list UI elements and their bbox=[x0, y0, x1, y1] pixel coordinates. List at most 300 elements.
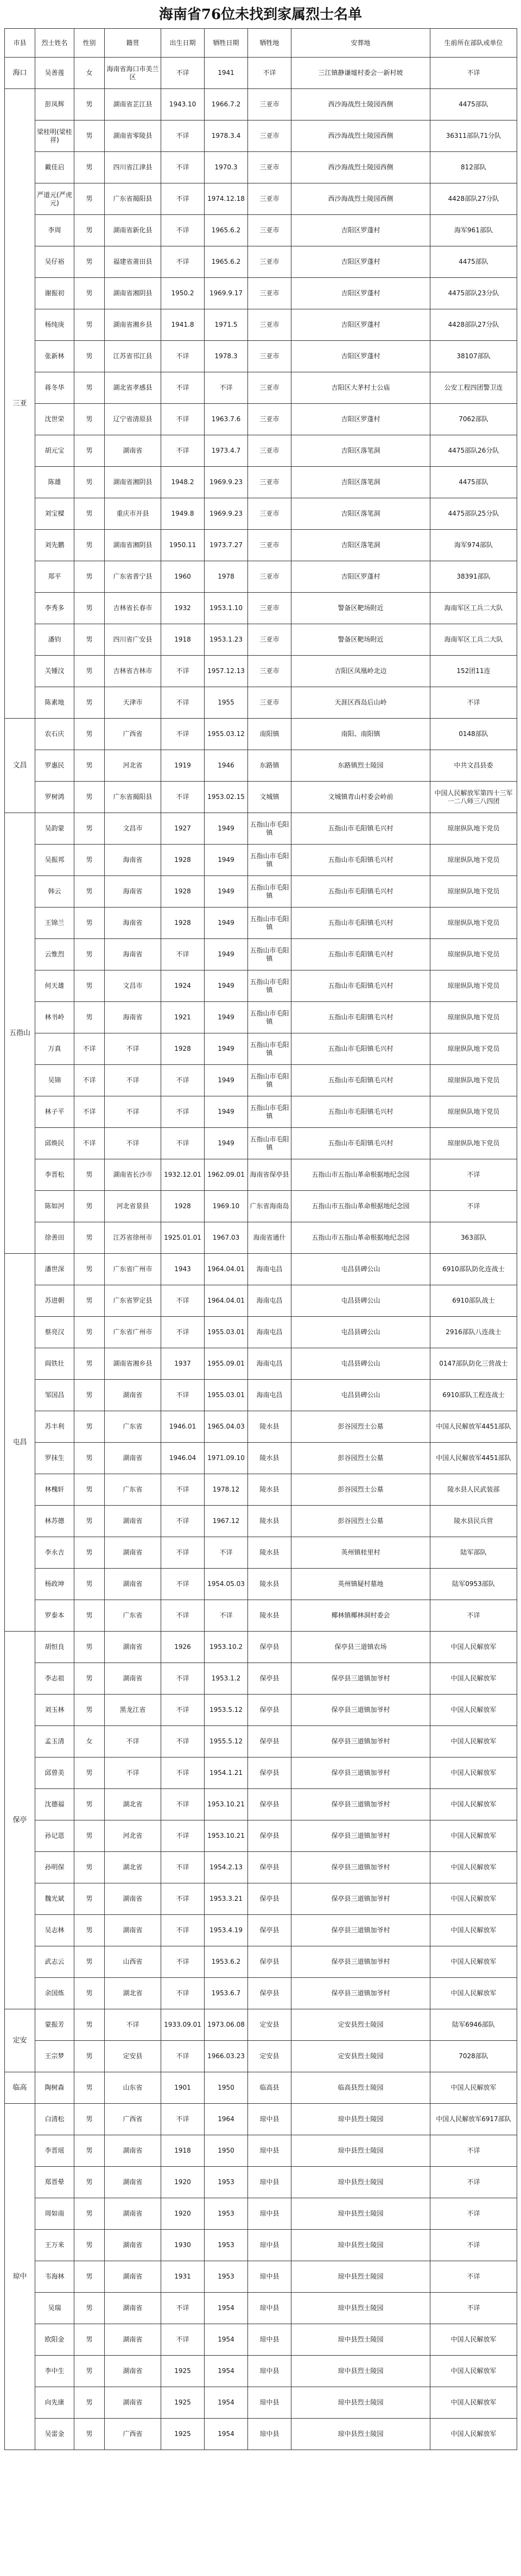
burial-place-cell: 保亭县三道镇加爷村 bbox=[291, 1946, 430, 1978]
region-cell: 琼中 bbox=[5, 2104, 35, 2450]
unit-cell: 152团11连 bbox=[430, 656, 517, 687]
name-cell: 潘钧 bbox=[35, 624, 74, 656]
burial-place-cell: 保亭县三道镇加爷村 bbox=[291, 1852, 430, 1883]
origin-cell: 海南省 bbox=[105, 908, 161, 939]
unit-cell: 海军974部队 bbox=[430, 530, 517, 561]
table-row bbox=[5, 1506, 517, 1537]
death-place-cell: 保亭县 bbox=[248, 1757, 291, 1789]
burial-place-cell: 屯昌县碑公山 bbox=[291, 1317, 430, 1348]
burial-place-cell: 保亭县三道镇加爷村 bbox=[291, 1726, 430, 1757]
unit-cell: 中国人民解放军 bbox=[430, 1915, 517, 1946]
origin-cell: 广东省罗定县 bbox=[105, 1285, 161, 1317]
death-date-cell: 1955.03.01 bbox=[205, 1317, 248, 1348]
origin-cell: 湖南省 bbox=[105, 2198, 161, 2230]
table-row bbox=[5, 2261, 517, 2293]
birth-date-cell: 不详 bbox=[161, 719, 205, 750]
table-row bbox=[5, 908, 517, 939]
unit-cell: 陆军部队 bbox=[430, 1537, 517, 1569]
death-date-cell: 不详 bbox=[205, 1537, 248, 1569]
unit-cell: 不详 bbox=[430, 2293, 517, 2324]
gender-cell: 不详 bbox=[74, 1096, 105, 1128]
burial-place-cell: 东路镇烈士陵园 bbox=[291, 750, 430, 782]
death-date-cell: 1949 bbox=[205, 1033, 248, 1065]
death-place-cell: 三亚市 bbox=[248, 687, 291, 719]
birth-date-cell: 不详 bbox=[161, 1852, 205, 1883]
gender-cell: 男 bbox=[74, 1159, 105, 1191]
unit-cell: 中国人民解放军 bbox=[430, 1726, 517, 1757]
name-cell: 彭凤辉 bbox=[35, 89, 74, 120]
death-place-cell: 三亚市 bbox=[248, 152, 291, 183]
gender-cell: 男 bbox=[74, 1506, 105, 1537]
birth-date-cell: 1925 bbox=[161, 2419, 205, 2450]
gender-cell: 男 bbox=[74, 908, 105, 939]
burial-place-cell: 吉阳区罗蓬村 bbox=[291, 278, 430, 309]
table-row bbox=[5, 1600, 517, 1632]
name-cell: 云惟烈 bbox=[35, 939, 74, 970]
origin-cell: 湖北省 bbox=[105, 1789, 161, 1820]
table-row bbox=[5, 58, 517, 89]
burial-place-cell: 南阳、南阳镇 bbox=[291, 719, 430, 750]
origin-cell: 湖南省 bbox=[105, 1663, 161, 1695]
death-place-cell: 保亭县 bbox=[248, 1978, 291, 2009]
death-place-cell: 陵水县 bbox=[248, 1600, 291, 1632]
unit-cell: 中国人民解放军4451部队 bbox=[430, 1411, 517, 1443]
gender-cell: 男 bbox=[74, 1254, 105, 1285]
death-place-cell: 五指山市毛阳镇 bbox=[248, 970, 291, 1002]
table-row bbox=[5, 1411, 517, 1443]
origin-cell: 重庆市开县 bbox=[105, 498, 161, 530]
death-place-cell: 琼中县 bbox=[248, 2198, 291, 2230]
death-place-cell: 临高县 bbox=[248, 2072, 291, 2104]
gender-cell: 男 bbox=[74, 435, 105, 467]
name-cell: 白清松 bbox=[35, 2104, 74, 2135]
unit-cell: 中国人民解放军 bbox=[430, 1632, 517, 1663]
name-cell: 徐善田 bbox=[35, 1222, 74, 1254]
table-row bbox=[5, 1096, 517, 1128]
martyrs-table bbox=[4, 28, 517, 2450]
origin-cell: 河北省景县 bbox=[105, 1191, 161, 1222]
death-place-cell: 保亭县 bbox=[248, 1946, 291, 1978]
unit-cell: 中国人民解放军 bbox=[430, 1695, 517, 1726]
origin-cell: 广东省 bbox=[105, 1474, 161, 1506]
origin-cell: 湖南省湘阴县 bbox=[105, 530, 161, 561]
unit-cell: 琼崖纵队地下党员 bbox=[430, 1002, 517, 1033]
name-cell: 武志云 bbox=[35, 1946, 74, 1978]
unit-cell: 中国人民解放军 bbox=[430, 2419, 517, 2450]
death-date-cell: 1953.3.21 bbox=[205, 1883, 248, 1915]
burial-place-cell: 屯昌县碑公山 bbox=[291, 1380, 430, 1411]
name-cell: 欧阳金 bbox=[35, 2324, 74, 2356]
name-cell: 何天雄 bbox=[35, 970, 74, 1002]
name-cell: 蒋冬华 bbox=[35, 372, 74, 404]
burial-place-cell: 椰林镇椰林洞村委会 bbox=[291, 1600, 430, 1632]
birth-date-cell: 1950.2 bbox=[161, 278, 205, 309]
gender-cell: 男 bbox=[74, 687, 105, 719]
death-date-cell: 1953.6.7 bbox=[205, 1978, 248, 2009]
death-date-cell: 1964.04.01 bbox=[205, 1254, 248, 1285]
birth-date-cell: 不详 bbox=[161, 939, 205, 970]
unit-cell: 中国人民解放军 bbox=[430, 1820, 517, 1852]
death-place-cell: 五指山市毛阳镇 bbox=[248, 1128, 291, 1159]
death-date-cell: 1953 bbox=[205, 2230, 248, 2261]
burial-place-cell: 琼中县烈士陵园 bbox=[291, 2198, 430, 2230]
death-date-cell: 1946 bbox=[205, 750, 248, 782]
burial-place-cell: 五指山市五指山革命根据地纪念园 bbox=[291, 1222, 430, 1254]
death-date-cell: 1953.10.21 bbox=[205, 1789, 248, 1820]
name-cell: 吴振邦 bbox=[35, 845, 74, 876]
origin-cell: 海南省海口市美兰区 bbox=[105, 58, 161, 89]
table-row bbox=[5, 687, 517, 719]
column-header-death-date: 牺牲日期 bbox=[205, 29, 248, 58]
table-row bbox=[5, 1348, 517, 1380]
burial-place-cell: 彭谷园烈士公墓 bbox=[291, 1411, 430, 1443]
table-row bbox=[5, 89, 517, 120]
unit-cell: 不详 bbox=[430, 2230, 517, 2261]
name-cell: 潘世深 bbox=[35, 1254, 74, 1285]
birth-date-cell: 不详 bbox=[161, 656, 205, 687]
burial-place-cell: 西沙海战烈士陵园西侧 bbox=[291, 120, 430, 152]
death-place-cell: 海南屯昌 bbox=[248, 1317, 291, 1348]
name-cell: 苏进朝 bbox=[35, 1285, 74, 1317]
unit-cell: 中国人民解放军4451部队 bbox=[430, 1443, 517, 1474]
table-row bbox=[5, 2356, 517, 2387]
origin-cell: 湖南省 bbox=[105, 1915, 161, 1946]
origin-cell: 湖南省 bbox=[105, 2230, 161, 2261]
table-row bbox=[5, 1632, 517, 1663]
column-header-birth-date: 出生日期 bbox=[161, 29, 205, 58]
region-cell: 五指山 bbox=[5, 813, 35, 1254]
column-header-name: 烈士姓名 bbox=[35, 29, 74, 58]
unit-cell: 中国人民解放军 bbox=[430, 2072, 517, 2104]
death-place-cell: 陵水县 bbox=[248, 1411, 291, 1443]
unit-cell: 中国人民解放军6917部队 bbox=[430, 2104, 517, 2135]
burial-place-cell: 五指山市毛阳镇毛兴村 bbox=[291, 845, 430, 876]
burial-place-cell: 吉阳区罗蓬村 bbox=[291, 309, 430, 341]
burial-place-cell: 保亭县三道镇加爷村 bbox=[291, 1915, 430, 1946]
death-place-cell: 琼中县 bbox=[248, 2356, 291, 2387]
birth-date-cell: 不详 bbox=[161, 1380, 205, 1411]
unit-cell: 7062部队 bbox=[430, 404, 517, 435]
unit-cell: 中国人民解放军第四十三军一二八师三八四团 bbox=[430, 782, 517, 813]
death-date-cell: 1978.3.4 bbox=[205, 120, 248, 152]
table-row bbox=[5, 1159, 517, 1191]
birth-date-cell: 不详 bbox=[161, 1820, 205, 1852]
death-place-cell: 三亚市 bbox=[248, 656, 291, 687]
unit-cell: 琼崖纵队地下党员 bbox=[430, 1096, 517, 1128]
burial-place-cell: 屯昌县碑公山 bbox=[291, 1348, 430, 1380]
death-date-cell: 1969.10 bbox=[205, 1191, 248, 1222]
name-cell: 万真 bbox=[35, 1033, 74, 1065]
unit-cell: 38391部队 bbox=[430, 561, 517, 593]
birth-date-cell: 不详 bbox=[161, 341, 205, 372]
burial-place-cell: 屯昌县碑公山 bbox=[291, 1285, 430, 1317]
death-place-cell: 海南省保亭县 bbox=[248, 1159, 291, 1191]
table-row bbox=[5, 1285, 517, 1317]
burial-place-cell: 五指山市五指山革命根据地纪念园 bbox=[291, 1191, 430, 1222]
unit-cell: 中国人民解放军 bbox=[430, 1883, 517, 1915]
origin-cell: 湖南省 bbox=[105, 2261, 161, 2293]
death-date-cell: 1949 bbox=[205, 845, 248, 876]
table-row bbox=[5, 1946, 517, 1978]
death-place-cell: 保亭县 bbox=[248, 1695, 291, 1726]
birth-date-cell: 不详 bbox=[161, 246, 205, 278]
unit-cell: 36311部队71分队 bbox=[430, 120, 517, 152]
birth-date-cell: 1931 bbox=[161, 2261, 205, 2293]
gender-cell: 男 bbox=[74, 2072, 105, 2104]
table-row bbox=[5, 1726, 517, 1757]
name-cell: 吴善莲 bbox=[35, 58, 74, 89]
name-cell: 苏丰利 bbox=[35, 1411, 74, 1443]
burial-place-cell: 五指山市毛阳镇毛兴村 bbox=[291, 1002, 430, 1033]
gender-cell: 男 bbox=[74, 1191, 105, 1222]
name-cell: 陈如河 bbox=[35, 1191, 74, 1222]
name-cell: 罗惠民 bbox=[35, 750, 74, 782]
origin-cell: 湖南省湘阴县 bbox=[105, 467, 161, 498]
gender-cell: 男 bbox=[74, 1380, 105, 1411]
gender-cell: 男 bbox=[74, 1317, 105, 1348]
birth-date-cell: 不详 bbox=[161, 1569, 205, 1600]
death-date-cell: 1954 bbox=[205, 2387, 248, 2419]
origin-cell: 吉林省吉林市 bbox=[105, 656, 161, 687]
name-cell: 李中生 bbox=[35, 2356, 74, 2387]
region-cell: 海口 bbox=[5, 58, 35, 89]
death-place-cell: 琼中县 bbox=[248, 2230, 291, 2261]
death-date-cell: 1954 bbox=[205, 2293, 248, 2324]
region-cell: 定安 bbox=[5, 2009, 35, 2072]
death-place-cell: 三亚市 bbox=[248, 561, 291, 593]
origin-cell: 湖南省 bbox=[105, 2135, 161, 2167]
death-place-cell: 三亚市 bbox=[248, 467, 291, 498]
burial-place-cell: 警备区靶场附近 bbox=[291, 624, 430, 656]
burial-place-cell: 吉阳区落笔洞 bbox=[291, 498, 430, 530]
unit-cell: 不详 bbox=[430, 1159, 517, 1191]
table-row bbox=[5, 1915, 517, 1946]
gender-cell: 男 bbox=[74, 89, 105, 120]
death-date-cell: 不详 bbox=[205, 1600, 248, 1632]
origin-cell: 湖南省 bbox=[105, 2167, 161, 2198]
unit-cell: 812部队 bbox=[430, 152, 517, 183]
death-date-cell: 1954.1.21 bbox=[205, 1757, 248, 1789]
gender-cell: 男 bbox=[74, 624, 105, 656]
origin-cell: 不详 bbox=[105, 1065, 161, 1096]
burial-place-cell: 琼中县烈士陵园 bbox=[291, 2293, 430, 2324]
birth-date-cell: 不详 bbox=[161, 183, 205, 215]
table-row bbox=[5, 2104, 517, 2135]
gender-cell: 男 bbox=[74, 1443, 105, 1474]
burial-place-cell: 琼中县烈士陵园 bbox=[291, 2387, 430, 2419]
death-place-cell: 三亚市 bbox=[248, 372, 291, 404]
birth-date-cell: 不详 bbox=[161, 1915, 205, 1946]
origin-cell: 广西省 bbox=[105, 719, 161, 750]
gender-cell: 男 bbox=[74, 1663, 105, 1695]
death-place-cell: 五指山市毛阳镇 bbox=[248, 845, 291, 876]
birth-date-cell: 不详 bbox=[161, 2293, 205, 2324]
name-cell: 周如南 bbox=[35, 2198, 74, 2230]
death-date-cell: 1953.10.21 bbox=[205, 1820, 248, 1852]
burial-place-cell: 吉阳区落笔洞 bbox=[291, 530, 430, 561]
birth-date-cell: 1949.8 bbox=[161, 498, 205, 530]
name-cell: 胡恒良 bbox=[35, 1632, 74, 1663]
table-row bbox=[5, 1852, 517, 1883]
name-cell: 沈世荣 bbox=[35, 404, 74, 435]
gender-cell: 男 bbox=[74, 2356, 105, 2387]
origin-cell: 湖南省 bbox=[105, 1506, 161, 1537]
table-row bbox=[5, 498, 517, 530]
name-cell: 李秀多 bbox=[35, 593, 74, 624]
name-cell: 林槐轩 bbox=[35, 1474, 74, 1506]
table-row bbox=[5, 750, 517, 782]
birth-date-cell: 1937 bbox=[161, 1348, 205, 1380]
birth-date-cell: 1948.2 bbox=[161, 467, 205, 498]
gender-cell: 男 bbox=[74, 1789, 105, 1820]
name-cell: 邱曾美 bbox=[35, 1757, 74, 1789]
burial-place-cell: 彭谷园烈士公墓 bbox=[291, 1443, 430, 1474]
name-cell: 沈德福 bbox=[35, 1789, 74, 1820]
origin-cell: 四川省广安县 bbox=[105, 624, 161, 656]
table-row bbox=[5, 1820, 517, 1852]
table-row bbox=[5, 278, 517, 309]
unit-cell: 琼崖纵队地下党员 bbox=[430, 845, 517, 876]
death-date-cell: 1978 bbox=[205, 561, 248, 593]
gender-cell: 男 bbox=[74, 372, 105, 404]
name-cell: 余国炼 bbox=[35, 1978, 74, 2009]
column-header-region: 市县 bbox=[5, 29, 35, 58]
origin-cell: 广东省广州市 bbox=[105, 1254, 161, 1285]
death-place-cell: 琼中县 bbox=[248, 2293, 291, 2324]
birth-date-cell: 不详 bbox=[161, 2041, 205, 2072]
death-place-cell: 海南屯昌 bbox=[248, 1285, 291, 1317]
unit-cell: 不详 bbox=[430, 2198, 517, 2230]
burial-place-cell: 保亭县三道镇加爷村 bbox=[291, 1663, 430, 1695]
gender-cell: 男 bbox=[74, 2293, 105, 2324]
unit-cell: 海军961部队 bbox=[430, 215, 517, 246]
burial-place-cell: 五指山市毛阳镇毛兴村 bbox=[291, 939, 430, 970]
death-date-cell: 1971.09.10 bbox=[205, 1443, 248, 1474]
burial-place-cell: 琼中县烈士陵园 bbox=[291, 2261, 430, 2293]
origin-cell: 不详 bbox=[105, 1757, 161, 1789]
gender-cell: 男 bbox=[74, 1600, 105, 1632]
name-cell: 罗抹生 bbox=[35, 1443, 74, 1474]
region-cell: 屯昌 bbox=[5, 1254, 35, 1632]
origin-cell: 湖南省 bbox=[105, 2324, 161, 2356]
birth-date-cell: 不详 bbox=[161, 1285, 205, 1317]
burial-place-cell: 吉阳区罗蓬村 bbox=[291, 341, 430, 372]
death-place-cell: 海南屯昌 bbox=[248, 1254, 291, 1285]
birth-date-cell: 不详 bbox=[161, 1317, 205, 1348]
death-date-cell: 1949 bbox=[205, 813, 248, 845]
burial-place-cell: 彭谷园烈士公墓 bbox=[291, 1506, 430, 1537]
table-row bbox=[5, 1883, 517, 1915]
birth-date-cell: 1932 bbox=[161, 593, 205, 624]
gender-cell: 男 bbox=[74, 2135, 105, 2167]
origin-cell: 江苏省邗江县 bbox=[105, 341, 161, 372]
death-date-cell: 1966.7.2 bbox=[205, 89, 248, 120]
birth-date-cell: 不详 bbox=[161, 58, 205, 89]
death-place-cell: 保亭县 bbox=[248, 1915, 291, 1946]
burial-place-cell: 彭谷园烈士公墓 bbox=[291, 1474, 430, 1506]
origin-cell: 海南省 bbox=[105, 876, 161, 908]
name-cell: 林苏德 bbox=[35, 1506, 74, 1537]
death-place-cell: 五指山市毛阳镇 bbox=[248, 939, 291, 970]
unit-cell: 7028部队 bbox=[430, 2041, 517, 2072]
birth-date-cell: 1928 bbox=[161, 876, 205, 908]
burial-place-cell: 五指山市毛阳镇毛兴村 bbox=[291, 876, 430, 908]
gender-cell: 男 bbox=[74, 1569, 105, 1600]
table-row bbox=[5, 593, 517, 624]
unit-cell: 6910部队战士 bbox=[430, 1285, 517, 1317]
origin-cell: 山西省 bbox=[105, 1946, 161, 1978]
gender-cell: 男 bbox=[74, 183, 105, 215]
birth-date-cell: 1920 bbox=[161, 2198, 205, 2230]
birth-date-cell: 不详 bbox=[161, 2324, 205, 2356]
table-row bbox=[5, 845, 517, 876]
origin-cell: 天津市 bbox=[105, 687, 161, 719]
death-place-cell: 三亚市 bbox=[248, 593, 291, 624]
name-cell: 王万来 bbox=[35, 2230, 74, 2261]
table-row bbox=[5, 341, 517, 372]
gender-cell: 男 bbox=[74, 1852, 105, 1883]
death-date-cell: 1964 bbox=[205, 2104, 248, 2135]
death-place-cell: 琼中县 bbox=[248, 2419, 291, 2450]
death-date-cell: 1953.5.12 bbox=[205, 1695, 248, 1726]
burial-place-cell: 五指山市五指山革命根据地纪念园 bbox=[291, 1159, 430, 1191]
unit-cell: 不详 bbox=[430, 1600, 517, 1632]
death-date-cell: 1973.4.7 bbox=[205, 435, 248, 467]
death-place-cell: 三亚市 bbox=[248, 404, 291, 435]
birth-date-cell: 1901 bbox=[161, 2072, 205, 2104]
birth-date-cell: 1928 bbox=[161, 1033, 205, 1065]
origin-cell: 辽宁省清原县 bbox=[105, 404, 161, 435]
table-row bbox=[5, 561, 517, 593]
death-place-cell: 三亚市 bbox=[248, 89, 291, 120]
page-title: 海南省76位未找到家属烈士名单 bbox=[158, 7, 363, 23]
death-place-cell: 定安县 bbox=[248, 2009, 291, 2041]
death-place-cell: 陵水县 bbox=[248, 1537, 291, 1569]
burial-place-cell: 保亭县三道镇加爷村 bbox=[291, 1789, 430, 1820]
name-cell: 严道元(严虎元) bbox=[35, 183, 74, 215]
table-row bbox=[5, 1254, 517, 1285]
name-cell: 吴志林 bbox=[35, 1915, 74, 1946]
death-place-cell: 陵水县 bbox=[248, 1443, 291, 1474]
table-row bbox=[5, 1317, 517, 1348]
origin-cell: 广东省揭阳县 bbox=[105, 183, 161, 215]
unit-cell: 中国人民解放军 bbox=[430, 1789, 517, 1820]
death-place-cell: 保亭县 bbox=[248, 1852, 291, 1883]
unit-cell: 363部队 bbox=[430, 1222, 517, 1254]
death-place-cell: 东路镇 bbox=[248, 750, 291, 782]
unit-cell: 中国人民解放军 bbox=[430, 2387, 517, 2419]
unit-cell: 不详 bbox=[430, 2135, 517, 2167]
name-cell: 李周 bbox=[35, 215, 74, 246]
origin-cell: 河北省 bbox=[105, 750, 161, 782]
gender-cell: 男 bbox=[74, 593, 105, 624]
name-cell: 陶树森 bbox=[35, 2072, 74, 2104]
burial-place-cell: 英州镇桂里村 bbox=[291, 1537, 430, 1569]
death-place-cell: 三亚市 bbox=[248, 120, 291, 152]
origin-cell: 湖北省 bbox=[105, 1852, 161, 1883]
death-place-cell: 三亚市 bbox=[248, 309, 291, 341]
death-place-cell: 琼中县 bbox=[248, 2104, 291, 2135]
death-place-cell: 海南省通什 bbox=[248, 1222, 291, 1254]
origin-cell: 不详 bbox=[105, 1096, 161, 1128]
origin-cell: 湖南省 bbox=[105, 1380, 161, 1411]
death-date-cell: 1978.12 bbox=[205, 1474, 248, 1506]
origin-cell: 湖南省 bbox=[105, 2356, 161, 2387]
gender-cell: 男 bbox=[74, 1946, 105, 1978]
unit-cell: 4428部队27分队 bbox=[430, 183, 517, 215]
origin-cell: 文昌市 bbox=[105, 970, 161, 1002]
origin-cell: 湖南省湘阴县 bbox=[105, 278, 161, 309]
